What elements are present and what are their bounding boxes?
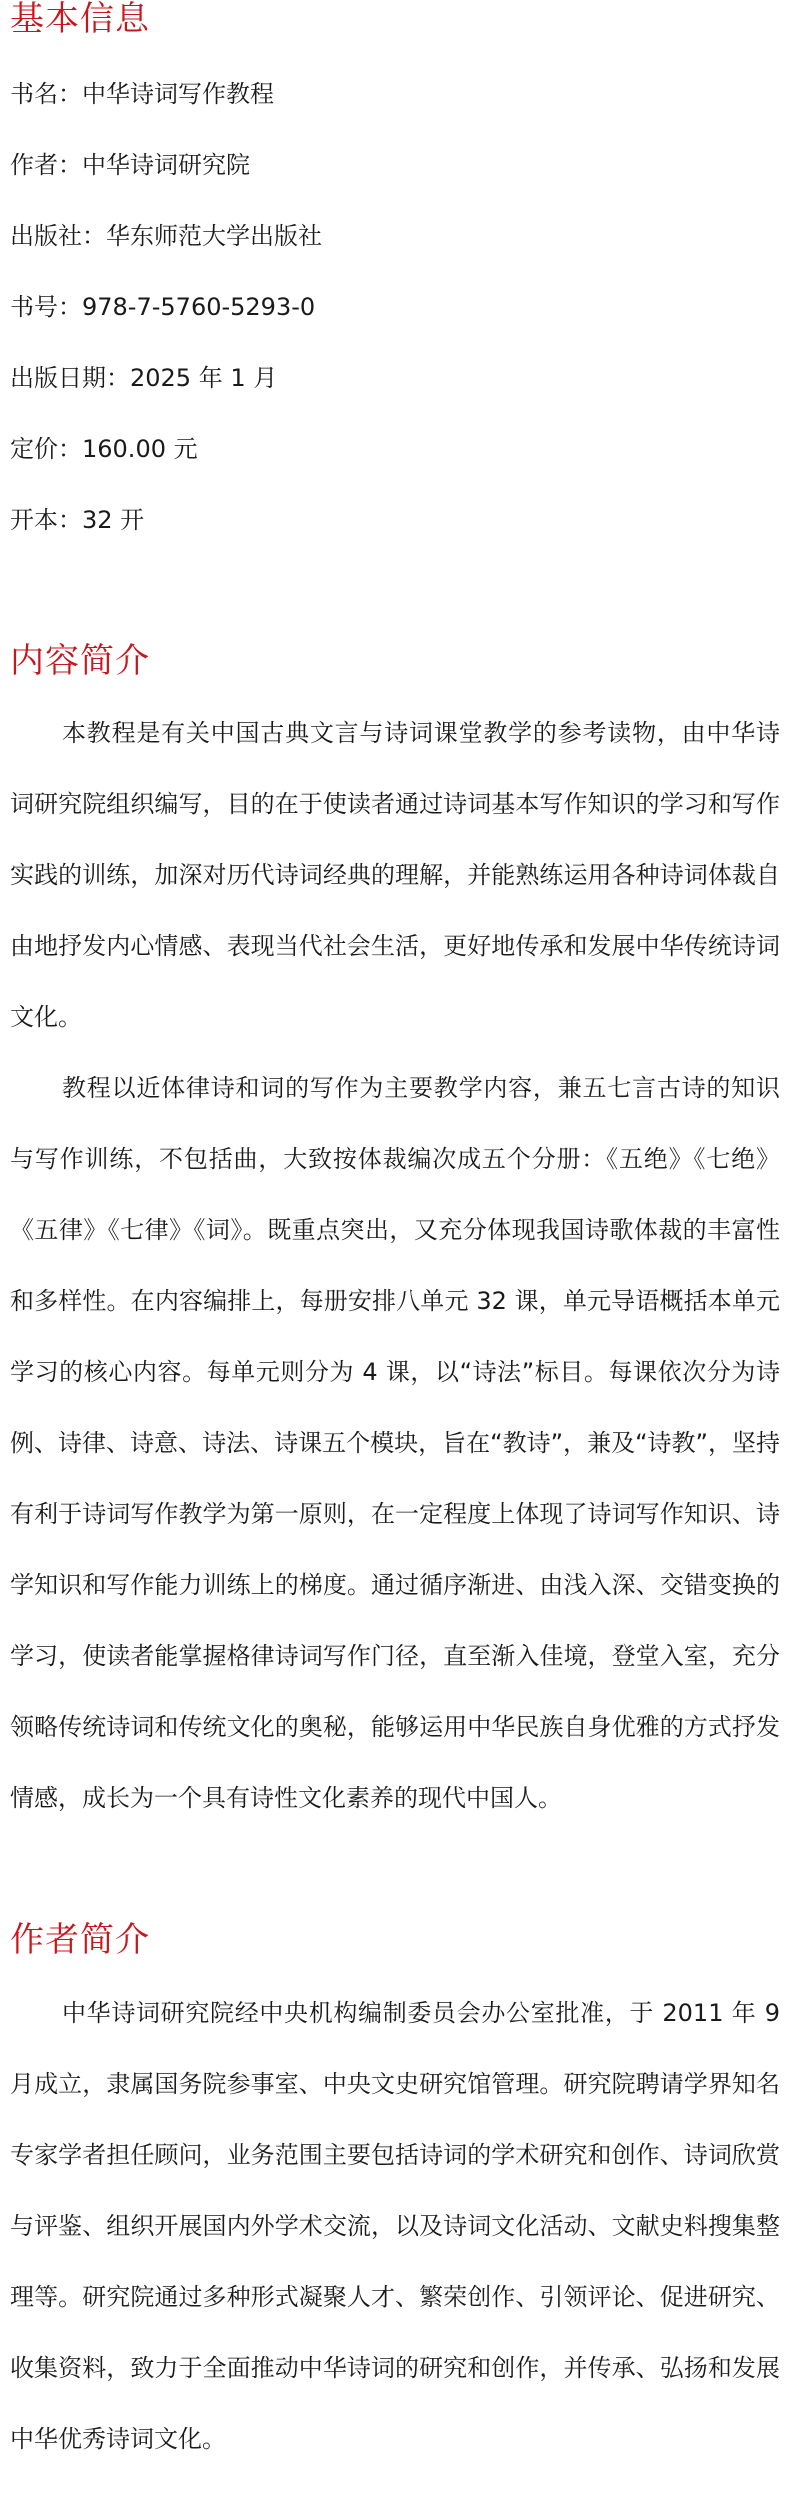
info-price bbox=[10, 433, 198, 465]
info-label: 作者： bbox=[10, 151, 82, 179]
info-value: 32 开 bbox=[82, 506, 145, 534]
info-author bbox=[10, 149, 250, 181]
author-intro-paragraph-1: 中华诗词研究院经中央机构编制委员会办公室批准，于 2011 年 9 月成立，隶属国务院参事室、中央文史研究馆管理。研究院聘请学界知名专家学者担任顾问，业务范围主要包括诗词的学术研究和创作、诗词欣赏与评鉴、组织开展国内外学术交流，以及诗词文化活动、文献史料搜集整理等。研究院通过多种形式凝聚人才、繁荣创作、引领评论、促进研究、收集资料，致力于全面推动中华诗词的研究和创作，并传承、弘扬和发展中华优秀诗词文化。 bbox=[10, 1999, 780, 2453]
info-value: 华东师范大学出版社 bbox=[106, 222, 322, 250]
info-label: 出版日期： bbox=[10, 364, 130, 392]
info-value: 中华诗词研究院 bbox=[82, 151, 250, 179]
section-title-basic-info: 基本信息 bbox=[10, 0, 150, 39]
info-value: 中华诗词写作教程 bbox=[82, 80, 274, 108]
section-title-content-intro: 内容简介 bbox=[10, 641, 150, 681]
info-value: 978-7-5760-5293-0 bbox=[82, 293, 316, 321]
info-value: 2025 年 1 月 bbox=[130, 364, 278, 392]
info-label: 书名： bbox=[10, 80, 82, 108]
info-label: 定价： bbox=[10, 435, 82, 463]
info-label: 开本： bbox=[10, 506, 82, 534]
info-publish-date bbox=[10, 362, 277, 394]
content-intro-paragraph-1: 本教程是有关中国古典文言与诗词课堂教学的参考读物，由中华诗词研究院组织编写，目的在于使读者通过诗词基本写作知识的学习和写作实践的训练，加深对历代诗词经典的理解，并能熟练运用各种诗词体裁自由地抒发内心情感、表现当代社会生活，更好地传承和发展中华传统诗词文化。 bbox=[10, 719, 780, 1031]
info-label: 书号： bbox=[10, 293, 82, 321]
info-format bbox=[10, 504, 144, 536]
info-value: 160.00 元 bbox=[82, 435, 198, 463]
info-publisher bbox=[10, 220, 322, 252]
content-intro-paragraph-2: 教程以近体律诗和词的写作为主要教学内容，兼五七言古诗的知识与写作训练，不包括曲，大致按体裁编次成五个分册：《五绝》《七绝》《五律》《七律》《词》。既重点突出，又充分体现我国诗歌体裁的丰富性和多样性。在内容编排上，每册安排八单元 32 课，单元导语概括本单元学习的核心内容。每单元则分为 4 课，以“诗法”标目。每课依次分为诗例、诗律、诗意、诗法、诗课五个模块，旨在“教诗”，兼及“诗教”，坚持有利于诗词写作教学为第一原则，在一定程度上体现了诗词写作知识、诗学知识和写作能力训练上的梯度。通过循序渐进、由浅入深、交错变换的学习，使读者能掌握格律诗词写作门径，直至渐入佳境，登堂入室，充分领略传统诗词和传统文化的奥秘，能够运用中华民族自身优雅的方式抒发情感，成长为一个具有诗性文化素养的现代中国人。 bbox=[10, 1074, 780, 1812]
info-label: 出版社： bbox=[10, 222, 106, 250]
info-book-title bbox=[10, 78, 274, 110]
info-isbn bbox=[10, 291, 315, 323]
section-title-author-intro: 作者简介 bbox=[10, 1920, 150, 1960]
